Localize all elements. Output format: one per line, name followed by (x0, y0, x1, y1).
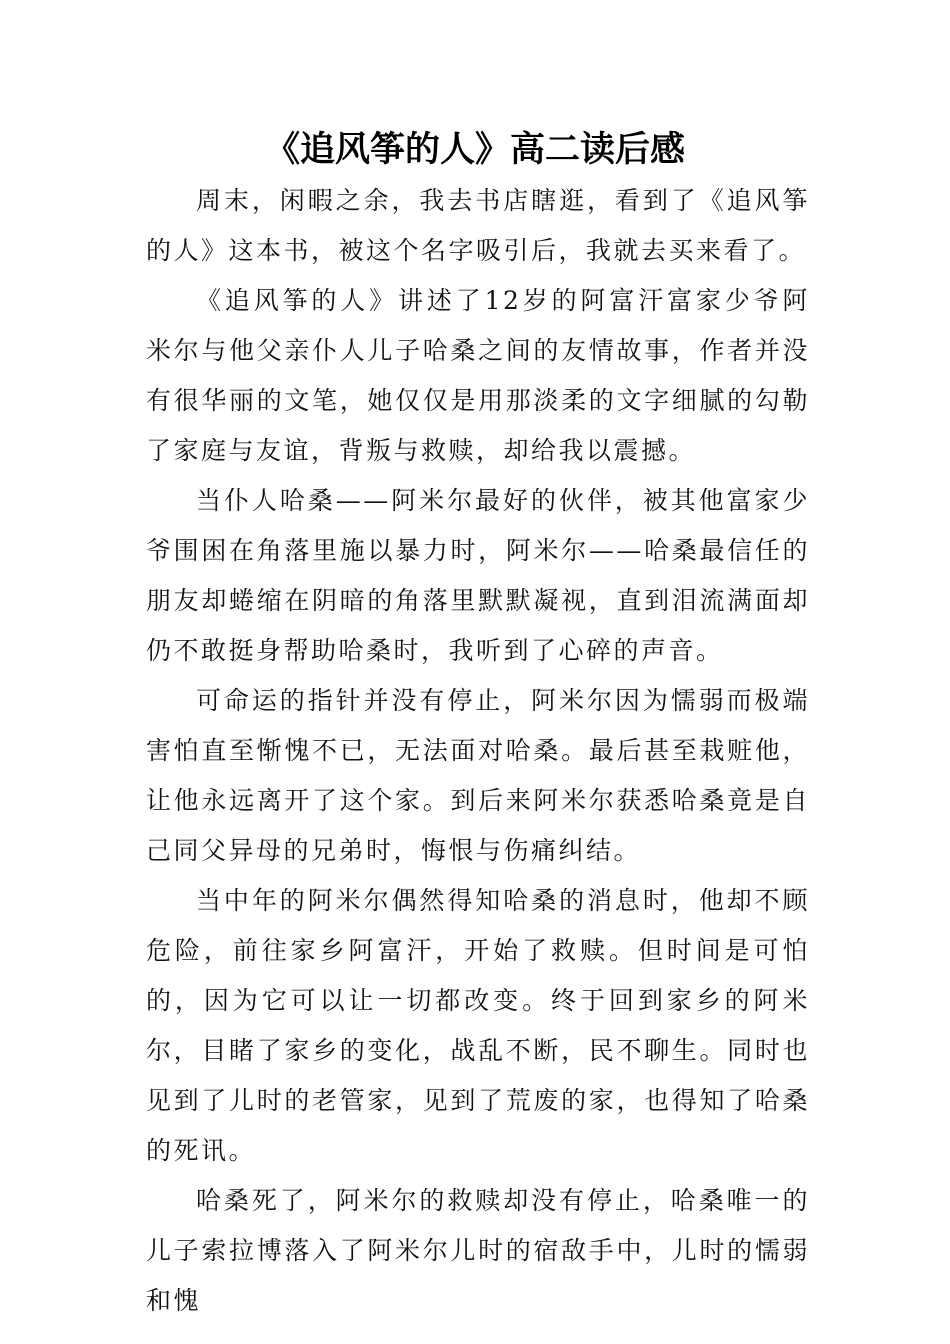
paragraph-4: 可命运的指针并没有停止，阿米尔因为懦弱而极端害怕直至惭愧不已，无法面对哈桑。最后甚至栽赃他，让他永远离开了这个家。到后来阿米尔获悉哈桑竟是自己同父异母的兄弟时，悔恨与伤痛纠结。 (146, 686, 810, 865)
paragraph-6: 哈桑死了，阿米尔的救赎却没有停止，哈桑唯一的儿子索拉博落入了阿米尔儿时的宿敌手中，儿时的懦弱和愧 (146, 1186, 810, 1315)
document-body (146, 176, 810, 1326)
paragraph-2: 《追风筝的人》讲述了12岁的阿富汗富家少爷阿米尔与他父亲仆人儿子哈桑之间的友情故事，作者并没有很华丽的文笔，她仅仅是用那淡柔的文字细腻的勾勒了家庭与友谊，背叛与救赎，却给我以震撼。 (146, 286, 810, 465)
paragraph-5: 当中年的阿米尔偶然得知哈桑的消息时，他却不顾危险，前往家乡阿富汗，开始了救赎。但时间是可怕的，因为它可以让一切都改变。终于回到家乡的阿米尔，目睹了家乡的变化，战乱不断，民不聊生。同时也见到了儿时的老管家，见到了荒废的家，也得知了哈桑的死讯。 (146, 886, 810, 1165)
document-title: 《追风筝的人》高二读后感 (264, 130, 685, 170)
paragraph-1: 周末，闲暇之余，我去书店瞎逛，看到了《追风筝的人》这本书，被这个名字吸引后，我就去买来看了。 (146, 186, 810, 265)
paragraph-3: 当仆人哈桑——阿米尔最好的伙伴，被其他富家少爷围困在角落里施以暴力时，阿米尔——哈桑最信任的朋友却蜷缩在阴暗的角落里默默凝视，直到泪流满面却仍不敢挺身帮助哈桑时，我听到了心碎的声音。 (146, 486, 810, 665)
